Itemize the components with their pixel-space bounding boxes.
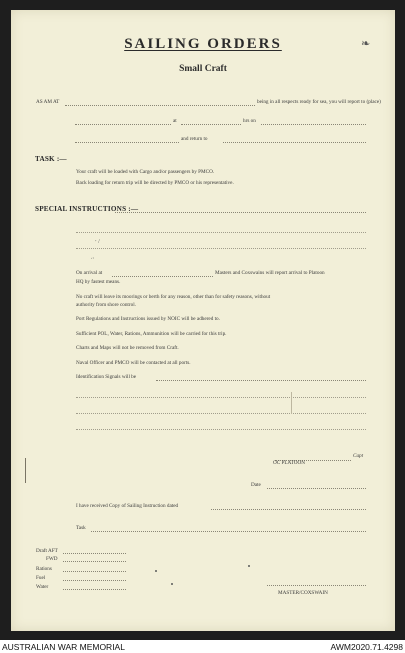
handwritten-mark: ⸱ / [95,239,100,245]
form-sheet [11,10,395,631]
pol-line: Sufficient POL, Water, Rations, Ammunition will be carried for this trip. [76,331,227,337]
arrival-blank[interactable] [112,276,213,277]
rations-blank[interactable] [63,571,126,572]
master-signature-line[interactable] [267,585,366,586]
speck-mark [248,565,250,567]
handwritten-mark: ❧ [361,38,371,50]
received-date-blank[interactable] [211,509,366,510]
fuel-label: Fuel [36,575,46,581]
arrival-prefix: On arrival at [76,270,103,276]
charts-line: Charts and Maps will not be removed from Craft. [76,345,179,351]
task-heading: TASK :— [35,155,67,163]
signals-blank-3[interactable] [76,413,366,414]
moorings-line2: authority from shore control. [76,302,136,308]
special-heading: SPECIAL INSTRUCTIONS :— [35,205,139,213]
handwritten-mark: ʻʼ [91,258,95,263]
task2-label: Task [76,525,86,531]
special-blank-1[interactable] [115,212,366,213]
water-label: Water [36,584,49,590]
speck-mark [171,583,173,585]
margin-mark [25,458,26,483]
rations-label: Rations [36,566,52,572]
line3-return: and return to [181,136,208,142]
moorings-line1: No craft will leave its moorings or berth for any reason, other than for safety reasons, without [76,294,271,300]
line2-blank-time[interactable] [181,124,241,125]
date-blank[interactable] [267,488,366,489]
received-line: I have received Copy of Sailing Instruction dated [76,503,179,509]
special-blank-2[interactable] [76,232,366,233]
arrival-line2: HQ by fastest means. [76,279,121,285]
task2-blank[interactable] [91,531,366,532]
fwd-label: FWD [46,556,58,562]
caption-accession: AWM2020.71.4298 [330,642,403,652]
line2-hrs: hrs on [243,118,256,124]
form-title: SAILING ORDERS [124,36,282,52]
signals-blank-4[interactable] [76,429,366,430]
fuel-blank[interactable] [63,580,126,581]
crease-mark [291,392,292,414]
oc-platoon-label: OC PLATOON [273,460,306,466]
port-regs: Port Regulations and Instructions issued by NOIC will be adhered to. [76,316,220,322]
draft-aft-label: Draft AFT [36,548,58,554]
master-label: MASTER/COXSWAIN [278,590,328,596]
special-blank-3[interactable] [76,248,366,249]
arrival-suffix: Masters and Coxswains will report arrival to Platoon [215,270,325,276]
line2-blank-date[interactable] [261,124,366,125]
date-label: Date [251,482,261,488]
line1-blank[interactable] [65,105,255,106]
line2-at: at [173,118,177,124]
naval-line: Naval Officer and PMCO will be contacted at all ports. [76,360,191,366]
line2-blank-place[interactable] [75,124,171,125]
line1-suffix: being in all respects ready for sea, you will report to (place) [257,99,381,105]
line3-blank[interactable] [75,142,179,143]
caption-source: AUSTRALIAN WAR MEMORIAL [2,642,125,652]
form-subtitle: Small Craft [179,64,227,74]
signals-blank[interactable] [156,380,366,381]
signals-line: Identification Signals will be [76,374,137,380]
draft-aft-blank[interactable] [63,553,126,554]
speck-mark [155,570,157,572]
water-blank[interactable] [63,589,126,590]
line3-blank-return[interactable] [223,142,366,143]
fwd-blank[interactable] [63,561,126,562]
capt-label: Capt [353,453,364,459]
line1-prefix: AS AM AT [36,99,60,105]
task-line2: Back loading for return trip will be directed by PMCO or his representative. [76,180,234,186]
task-line1: Your craft will be loaded with Cargo and/or passengers by PMCO. [76,169,215,175]
signals-blank-2[interactable] [76,397,366,398]
